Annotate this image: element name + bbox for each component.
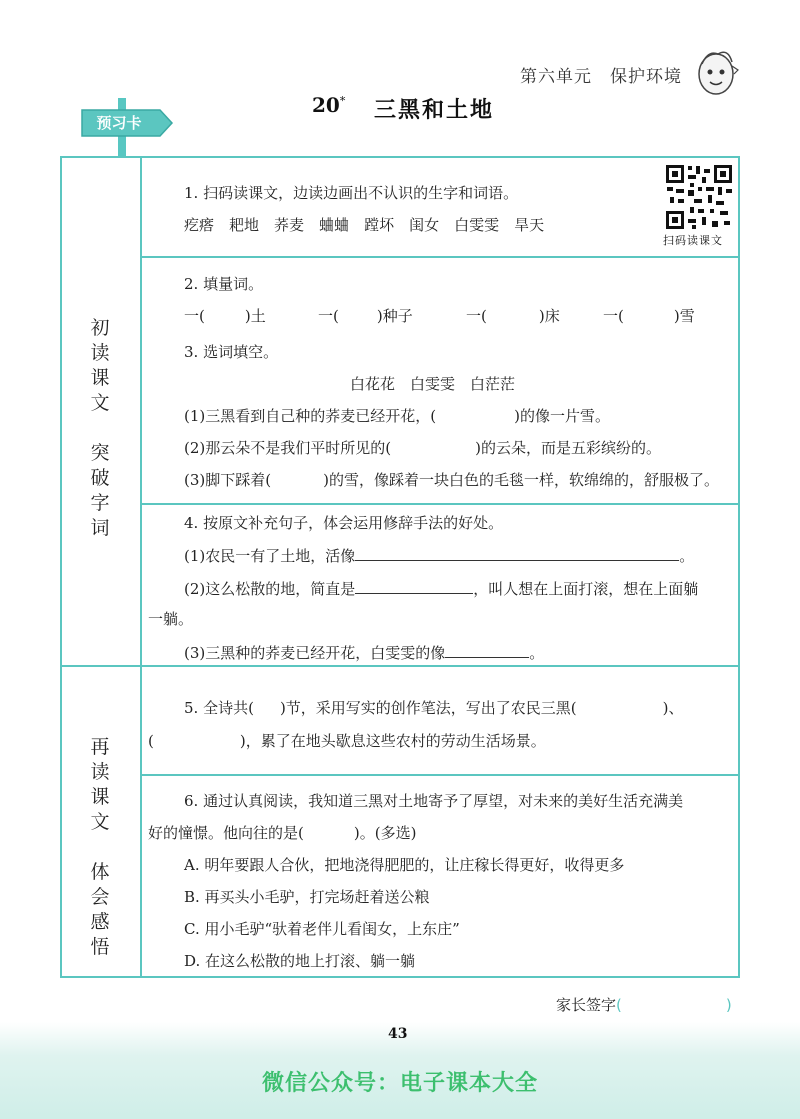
word-list — [184, 214, 544, 235]
lesson-number: 20* — [312, 93, 346, 117]
section-label-second-reading: 再读课文 体会感悟 — [90, 736, 110, 958]
fill-sentence-1: (1)三黑看到自己种的荞麦已经开花，( )的像一片雪。 — [184, 407, 610, 425]
complete-sentence-3: (3)三黑种的荞麦已经开花，白雯雯的像 。 — [184, 644, 545, 662]
qr-code-icon — [664, 163, 734, 231]
choice-c[interactable]: C. 用小毛驴“驮着老伴儿看闺女，上东庄” — [184, 920, 460, 938]
word: 白雯雯 — [454, 216, 500, 234]
column-divider — [140, 156, 142, 978]
preview-card-label: 预习卡 — [96, 114, 142, 132]
row-divider — [140, 774, 740, 776]
complete-sentence-1: (1)农民一有了土地，活像 。 — [184, 547, 695, 565]
question-5-line-1: 5. 全诗共( )节，采用写实的创作笔法，写出了农民三黑( )、 — [184, 699, 684, 717]
fill-sentence-2: (2)那云朵不是我们平时所见的( )的云朵，而是五彩缤纷的。 — [184, 439, 661, 457]
wechat-watermark: 微信公众号：电子课本大全 — [261, 1071, 538, 1096]
measure-word-item: 一( )种子 — [318, 307, 413, 325]
fill-sentence-3: (3)脚下踩着( )的雪，像踩着一块白色的毛毯一样，软绵绵的，舒服极了。 — [184, 471, 719, 489]
complete-sentence-2-continued: 一躺。 — [148, 610, 194, 628]
answer-line[interactable] — [355, 579, 473, 594]
question-2-prompt: 2. 填量词。 — [184, 275, 264, 293]
question-6-line-1: 6. 通过认真阅读，我知道三黑对土地寄予了厚望，对未来的美好生活充满美 — [184, 792, 684, 810]
row-divider — [140, 503, 740, 505]
parent-signature[interactable]: 家长签字( ) — [556, 996, 732, 1014]
page-number: 43 — [388, 1026, 408, 1042]
word: 耙地 — [229, 216, 260, 234]
answer-line[interactable] — [445, 643, 529, 658]
measure-word-item: 一( )土 — [184, 307, 266, 325]
word: 蹚坏 — [364, 216, 395, 234]
measure-word-item: 一( )雪 — [603, 307, 695, 325]
choice-a[interactable]: A. 明年要跟人合伙，把地浇得肥肥的，让庄稼长得更好，收得更多 — [184, 856, 625, 874]
qr-code-label: 扫码读课文 — [663, 234, 723, 247]
section-label-first-reading: 初读课文 突破字词 — [90, 317, 110, 539]
choice-d[interactable]: D. 在这么松散的地上打滚、躺一躺 — [184, 952, 416, 970]
lesson-title: 三黑和土地 — [374, 97, 495, 123]
word: 荞麦 — [274, 216, 305, 234]
section-divider — [60, 665, 740, 667]
word-options: 白花花 白雯雯 白茫茫 — [350, 375, 516, 393]
question-4-prompt: 4. 按原文补充句子，体会运用修辞手法的好处。 — [184, 514, 504, 532]
question-3-prompt: 3. 选词填空。 — [184, 343, 279, 361]
mascot-icon — [694, 44, 740, 100]
complete-sentence-2: (2)这么松散的地，简直是 ，叫人想在上面打滚，想在上面躺 — [184, 580, 699, 598]
word: 旱天 — [514, 216, 545, 234]
question-6-line-2: 好的憧憬。他向往的是( )。(多选) — [148, 824, 417, 842]
choice-b[interactable]: B. 再买头小毛驴，打完场赶着送公粮 — [184, 888, 430, 906]
question-1-prompt: 1. 扫码读课文，边读边画出不认识的生字和词语。 — [184, 184, 519, 202]
word: 蛐蛐 — [319, 216, 350, 234]
measure-word-item: 一( )床 — [466, 307, 560, 325]
row-divider — [140, 256, 740, 258]
answer-line[interactable] — [355, 546, 679, 561]
word: 闺女 — [409, 216, 440, 234]
unit-title: 第六单元 保护环境 — [520, 67, 682, 87]
word: 疙瘩 — [184, 216, 215, 234]
question-5-line-2: ( )，累了在地头歇息这些农村的劳动生活场景。 — [148, 732, 546, 750]
